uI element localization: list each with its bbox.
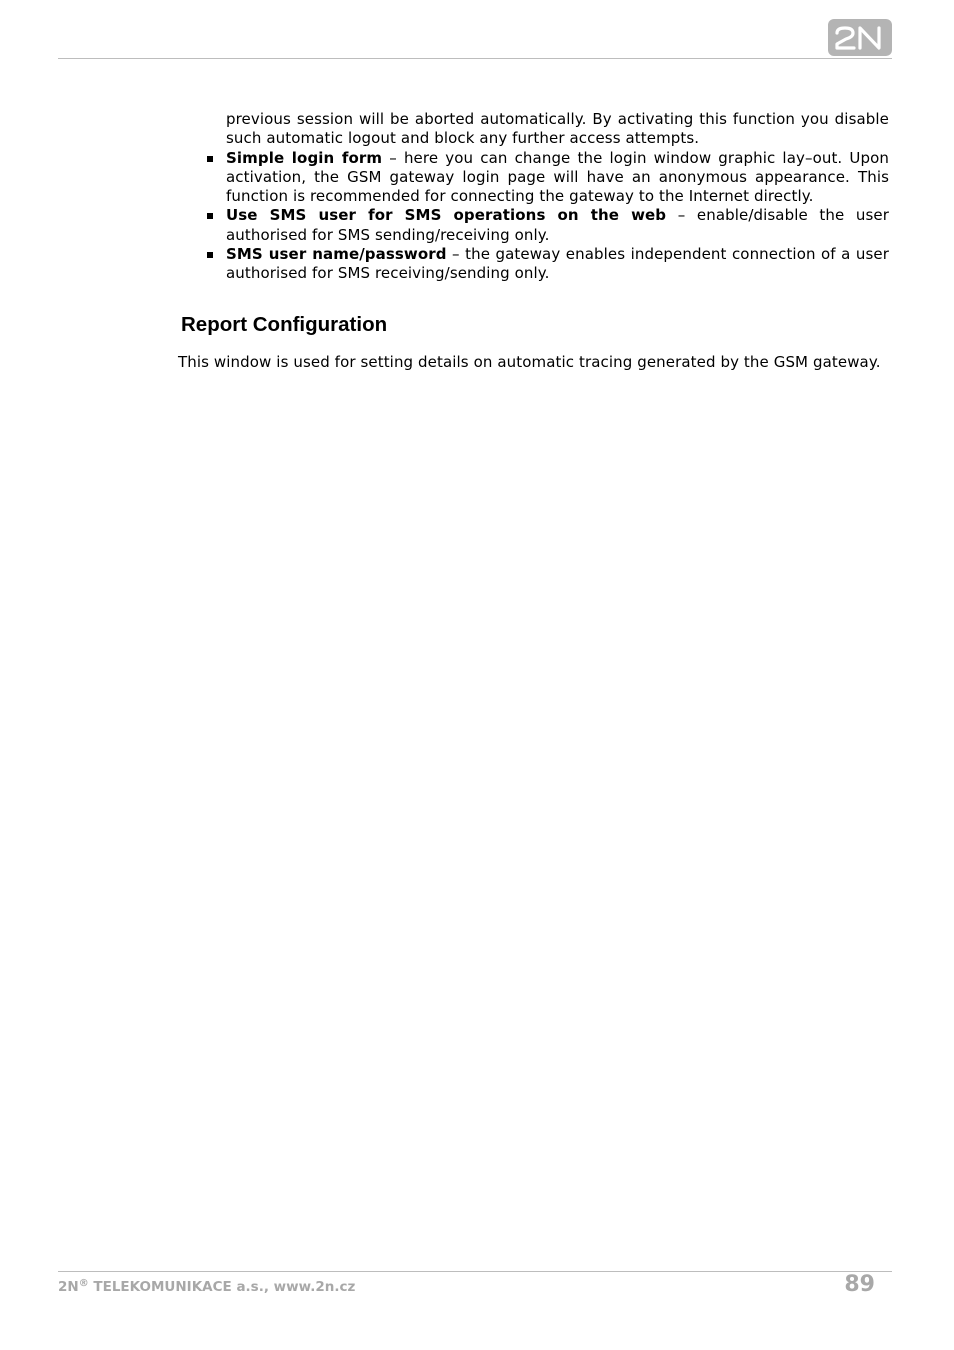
bullet-square-icon <box>207 156 213 162</box>
bullet-square-icon <box>207 252 213 258</box>
intro-paragraph: previous session will be aborted automatically. By activating this function you disable such automatic logout and block any further access attempts. <box>226 110 889 148</box>
bullet-description: – the gateway enables independent connection of a user authorised for SMS receiving/sending only. <box>226 245 889 283</box>
page-content <box>178 110 889 372</box>
header-divider <box>58 58 892 59</box>
2n-logo-icon <box>833 25 887 51</box>
footer-brand: 2N <box>58 1279 79 1295</box>
footer-company <box>58 1278 355 1295</box>
section-paragraph: This window is used for setting details on automatic tracing generated by the GSM gateway. <box>178 352 881 371</box>
bullet-square-icon <box>207 213 213 219</box>
list-item <box>226 245 889 284</box>
bullet-list <box>178 149 889 284</box>
bullet-term: Simple login form <box>226 148 383 167</box>
bullet-term: SMS user name/password <box>226 245 447 264</box>
footer-company-text: TELEKOMUNIKACE a.s., www.2n.cz <box>88 1279 356 1295</box>
registered-mark: ® <box>78 1278 89 1289</box>
list-item <box>226 206 889 245</box>
list-item <box>226 149 889 207</box>
footer-divider <box>58 1271 892 1272</box>
section-heading: Report Configuration <box>181 312 388 336</box>
page-number: 89 <box>844 1272 875 1297</box>
bullet-description: – enable/disable the user authorised for SMS sending/receiving only. <box>226 206 889 244</box>
bullet-description: – here you can change the login window graphic lay–out. Upon activation, the GSM gateway login page will have an anonymous appearance. This function is recommended for connecting the gateway to the Internet directly. <box>226 148 889 206</box>
company-logo <box>828 19 892 56</box>
bullet-term: Use SMS user for SMS operations on the web <box>226 206 667 225</box>
